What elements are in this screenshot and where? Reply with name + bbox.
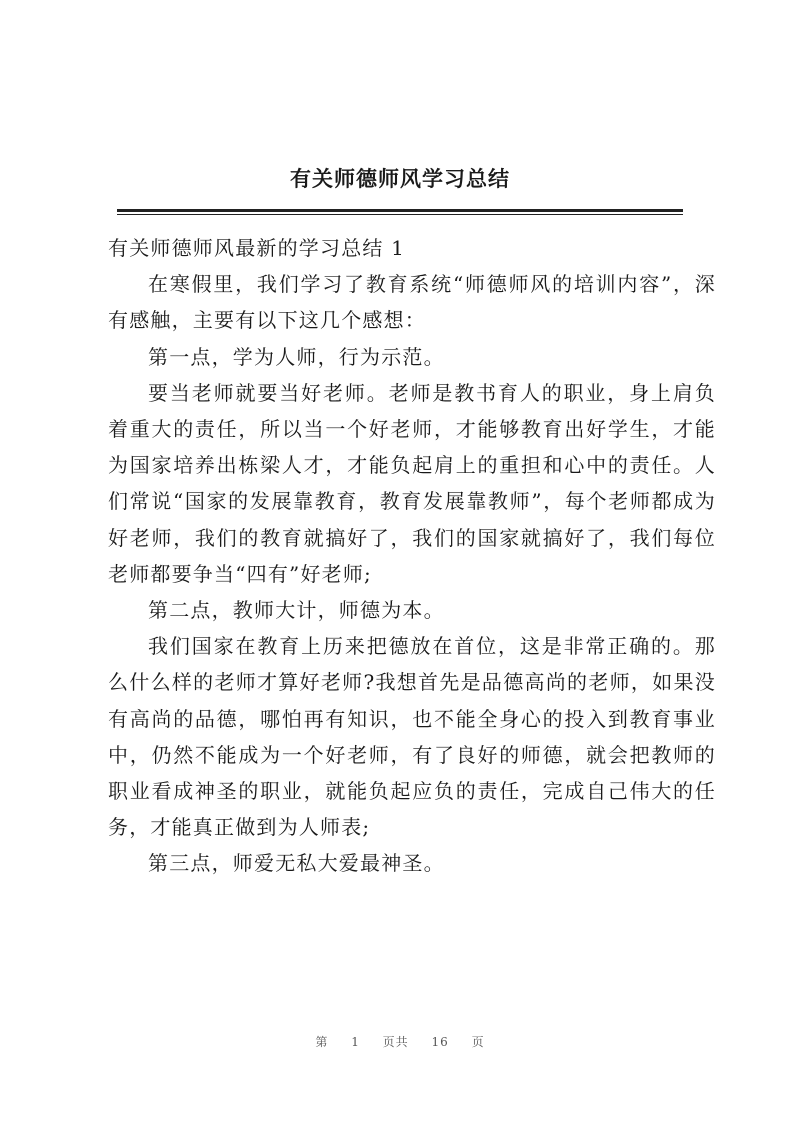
footer-total-pages: 16 xyxy=(431,1035,449,1049)
paragraph-point-two-heading: 第二点，教师大计，师德为本。 xyxy=(148,598,445,623)
title-underline-thick xyxy=(117,209,683,212)
footer-label-page: 第 xyxy=(315,1035,329,1049)
footer-label-end: 页 xyxy=(471,1035,485,1049)
document-title: 有关师德师风学习总结 xyxy=(290,167,510,191)
page-footer xyxy=(0,1033,800,1050)
title-underline-thin xyxy=(117,214,683,215)
footer-current-page: 1 xyxy=(351,1035,360,1049)
section-heading: 有关师德师风最新的学习总结 1 xyxy=(108,236,406,260)
paragraph-intro: 在寒假里，我们学习了教育系统“师德师风的培训内容”，深有感触，主要有以下这几个感想： xyxy=(108,272,716,333)
footer-label-total: 页共 xyxy=(382,1035,409,1049)
paragraph-point-two-body: 我们国家在教育上历来把德放在首位，这是非常正确的。那么什么样的老师才算好老师?我想首先是品德高尚的老师，如果没有高尚的品德，哪怕再有知识，也不能全身心的投入到教育事业中，仍然不能成为一个好老师，有了良好的师德，就会把教师的职业看成神圣的职业，就能负起应负的责任，完成自己伟大的任务，才能真正做到为人师表; xyxy=(108,634,716,840)
paragraph-point-three-heading: 第三点，师爱无私大爱最神圣。 xyxy=(148,851,445,876)
document-body xyxy=(108,230,716,882)
paragraph-point-one-body: 要当老师就要当好老师。老师是教书育人的职业，身上肩负着重大的责任，所以当一个好老师，才能够教育出好学生，才能为国家培养出栋梁人才，才能负起肩上的重担和心中的责任。人们常说“国家的发展靠教育，教育发展靠教师”，每个老师都成为好老师，我们的教育就搞好了，我们的国家就搞好了，我们每位老师都要争当“四有”好老师; xyxy=(108,380,716,586)
paragraph-point-one-heading: 第一点，学为人师，行为示范。 xyxy=(148,344,445,369)
